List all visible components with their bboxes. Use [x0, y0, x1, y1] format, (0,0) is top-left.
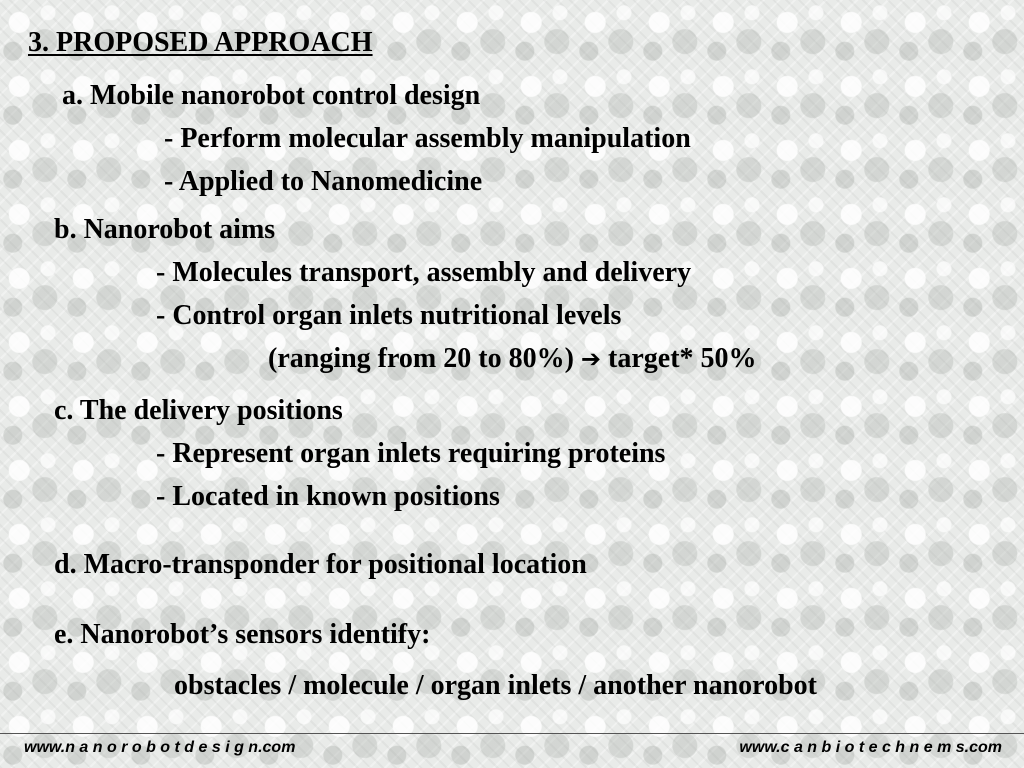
target-text: target* 50%	[608, 343, 757, 374]
section-d-heading: d. Macro-transponder for positional location	[54, 549, 587, 580]
section-a-item-2: - Applied to Nanomedicine	[164, 166, 483, 197]
section-b-item-1: - Molecules transport, assembly and delivery	[156, 257, 692, 288]
slide-title: 3. PROPOSED APPROACH	[28, 27, 373, 58]
arrow-right-icon: ➔	[580, 345, 602, 373]
section-b-item-2: - Control organ inlets nutritional levels	[156, 300, 622, 331]
section-c-heading: c. The delivery positions	[54, 395, 343, 426]
footer-divider	[0, 733, 1024, 734]
range-text: (ranging from 20 to 80%)	[268, 343, 574, 374]
section-b-range-line	[268, 344, 757, 375]
section-e-heading: e. Nanorobot’s sensors identify:	[54, 619, 431, 650]
footer-right-url: www.c a n b i o t e c h n e m s.com	[739, 739, 1002, 756]
section-c-item-2: - Located in known positions	[156, 481, 500, 512]
section-c-item-1: - Represent organ inlets requiring proteins	[156, 438, 666, 469]
section-b-heading: b. Nanorobot aims	[54, 214, 276, 245]
section-a-item-1: - Perform molecular assembly manipulation	[164, 123, 691, 154]
footer-left-url: www.n a n o r o b o t d e s i g n.com	[24, 739, 296, 756]
section-e-detail: obstacles / molecule / organ inlets / another nanorobot	[174, 670, 817, 701]
section-a-heading: a. Mobile nanorobot control design	[62, 80, 481, 111]
